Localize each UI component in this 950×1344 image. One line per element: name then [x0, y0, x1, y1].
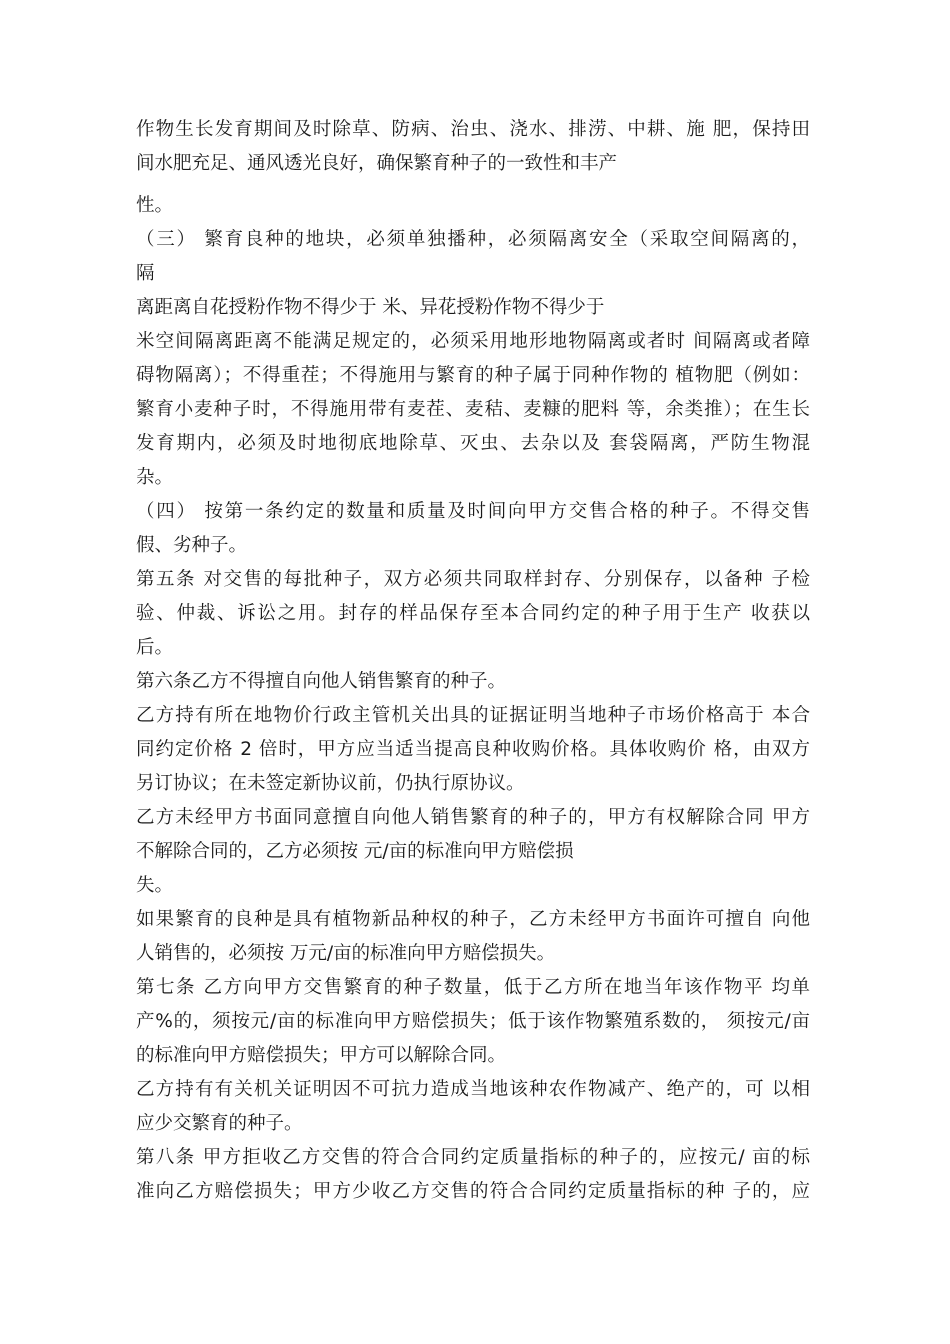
text-line: 如果繁育的良种是具有植物新品种权的种子，乙方未经甲方书面许可擅自 向他 — [136, 909, 810, 930]
text-line: 繁育小麦种子时，不得施用带有麦茬、麦秸、麦糠的肥料 等，余类推）；在生长 — [136, 399, 810, 420]
text-line: 第七条 乙方向甲方交售繁育的种子数量，低于乙方所在地当年该作物平 均单 — [136, 977, 810, 998]
text-line: 人销售的，必须按 万元/亩的标准向甲方赔偿损失。 — [136, 943, 556, 964]
text-line: 碍物隔离）；不得重茬；不得施用与繁育的种子属于同种作物的 植物肥（例如： — [136, 365, 810, 386]
text-line: 产%的，须按元/亩的标准向甲方赔偿损失；低于该作物繁殖系数的， 须按元/亩 — [136, 1011, 810, 1032]
text-line: （四） 按第一条约定的数量和质量及时间向甲方交售合格的种子。不得交售 — [136, 501, 810, 522]
text-line: 乙方持有有关机关证明因不可抗力造成当地该种农作物减产、绝产的，可 以相 — [136, 1079, 810, 1100]
text-line: 间水肥充足、通风透光良好，确保繁育种子的一致性和丰产 — [136, 153, 618, 174]
text-line: 发育期内，必须及时地彻底地除草、灭虫、去杂以及 套袋隔离，严防生物混 — [136, 433, 810, 454]
text-line: 验、仲裁、诉讼之用。封存的样品保存至本合同约定的种子用于生产 收获以 — [136, 603, 810, 624]
text-line: 第八条 甲方拒收乙方交售的符合合同约定质量指标的种子的，应按元/ 亩的标 — [136, 1147, 810, 1168]
text-line: 米空间隔离距离不能满足规定的，必须采用地形地物隔离或者时 间隔离或者障 — [136, 331, 810, 352]
text-line: 性。 — [136, 195, 174, 216]
text-line: 杂。 — [136, 467, 174, 488]
text-line: 第五条 对交售的每批种子，双方必须共同取样封存、分别保存，以备种 子检 — [136, 569, 810, 590]
text-line: 失。 — [136, 875, 174, 896]
text-line: 假、劣种子。 — [136, 535, 248, 556]
text-line: 另订协议；在未签定新协议前，仍执行原协议。 — [136, 773, 525, 794]
text-line: 后。 — [136, 637, 174, 658]
text-line: 不解除合同的，乙方必须按 元/亩的标准向甲方赔偿损 — [136, 841, 574, 862]
text-line: 准向乙方赔偿损失；甲方少收乙方交售的符合合同约定质量指标的种 子的，应 — [136, 1181, 810, 1202]
text-line: 第六条乙方不得擅自向他人销售繁育的种子。 — [136, 671, 507, 692]
text-line: 的标准向甲方赔偿损失；甲方可以解除合同。 — [136, 1045, 507, 1066]
text-line: 作物生长发育期间及时除草、防病、治虫、浇水、排涝、中耕、施 肥，保持田 — [136, 119, 810, 140]
text-line: 隔 — [136, 263, 155, 284]
text-line: 同约定价格 2 倍时，甲方应当适当提高良种收购价格。具体收购价 格，由双方 — [136, 739, 810, 760]
text-line: 乙方持有所在地物价行政主管机关出具的证据证明当地种子市场价格高于 本合 — [136, 705, 810, 726]
text-line: 应少交繁育的种子。 — [136, 1113, 303, 1134]
text-line: 乙方未经甲方书面同意擅自向他人销售繁育的种子的，甲方有权解除合同 甲方 — [136, 807, 810, 828]
text-line: 离距离自花授粉作物不得少于 米、异花授粉作物不得少于 — [136, 297, 605, 318]
text-line: （三） 繁育良种的地块，必须单独播种，必须隔离安全（采取空间隔离的， — [136, 229, 810, 250]
